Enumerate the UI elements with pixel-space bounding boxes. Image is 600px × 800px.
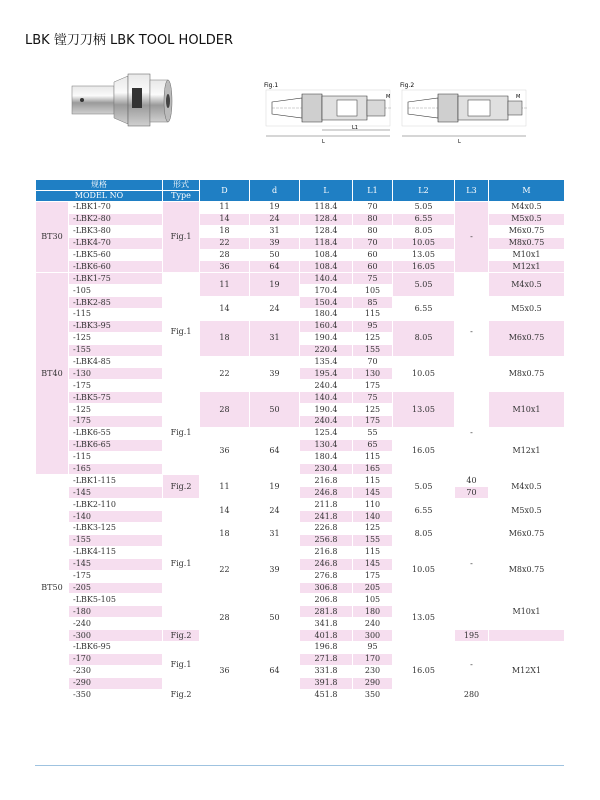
table-cell: M6x0.75	[489, 320, 565, 356]
table-cell: Fig.2	[163, 689, 200, 701]
table-cell: 36	[200, 641, 250, 700]
table-cell: 8.05	[393, 320, 455, 356]
table-cell: 230.4	[300, 463, 353, 475]
table-cell: 118.4	[300, 202, 353, 214]
table-cell: 160.4	[300, 320, 353, 332]
model-cell: -165	[69, 463, 163, 475]
model-cell: -105	[69, 285, 163, 297]
table-cell: 22	[200, 546, 250, 594]
table-cell: 70	[353, 356, 393, 368]
model-cell: -LBK3-125	[69, 523, 163, 535]
table-cell: 216.8	[300, 475, 353, 487]
table-cell: 140.4	[300, 392, 353, 404]
table-cell: 19	[250, 273, 300, 297]
model-cell: -155	[69, 344, 163, 356]
table-cell: 31	[250, 225, 300, 237]
table-cell: M6x0.75	[489, 523, 565, 547]
fig2-drawing	[398, 78, 533, 148]
table-cell: 5.05	[393, 202, 455, 214]
model-cell: -145	[69, 558, 163, 570]
table-cell: 341.8	[300, 618, 353, 630]
model-cell: -140	[69, 511, 163, 523]
table-cell: -	[455, 202, 489, 273]
model-cell: -LBK3-95	[69, 320, 163, 332]
table-cell: 39	[250, 237, 300, 249]
model-cell: -175	[69, 416, 163, 428]
table-cell: 13.05	[393, 392, 455, 428]
table-cell: M8x0.75	[489, 356, 565, 392]
svg-text:M: M	[516, 94, 521, 100]
table-cell: 85	[353, 297, 393, 309]
table-cell: 240.4	[300, 380, 353, 392]
header-D: D	[200, 180, 250, 202]
table-cell: 19	[250, 475, 300, 499]
table-cell: 75	[353, 392, 393, 404]
table-cell: 55	[353, 427, 393, 439]
table-cell: 175	[353, 570, 393, 582]
fig1-drawing	[262, 78, 397, 148]
model-cell: -LBK6-65	[69, 439, 163, 451]
table-cell: 451.8	[300, 689, 353, 701]
model-cell: -125	[69, 404, 163, 416]
table-cell: 80	[353, 225, 393, 237]
table-cell: 175	[353, 416, 393, 428]
table-cell: M8x0.75	[489, 546, 565, 594]
model-cell: -205	[69, 582, 163, 594]
table-cell: 39	[250, 546, 300, 594]
table-cell: 125	[353, 404, 393, 416]
model-cell: -LBK6-95	[69, 641, 163, 653]
model-cell: -LBK6-60	[69, 261, 163, 273]
table-cell: 196.8	[300, 641, 353, 653]
table-cell: 125	[353, 523, 393, 535]
table-cell: 205	[353, 582, 393, 594]
table-cell: 95	[353, 320, 393, 332]
table-cell: 281.8	[300, 606, 353, 618]
table-cell: 60	[353, 249, 393, 261]
table-cell: 246.8	[300, 487, 353, 499]
header-model-en: MODEL NO	[36, 191, 163, 202]
table-cell: 64	[250, 261, 300, 273]
table-cell: 64	[250, 641, 300, 700]
model-cell: -LBK5-60	[69, 249, 163, 261]
table-cell: 150.4	[300, 297, 353, 309]
model-cell: -LBK4-115	[69, 546, 163, 558]
group-label: BT50	[36, 475, 69, 701]
table-cell: 280	[455, 689, 489, 701]
table-cell: 115	[353, 475, 393, 487]
table-cell: 11	[200, 202, 250, 214]
table-cell: M10x1	[489, 249, 565, 261]
table-cell: 391.8	[300, 677, 353, 689]
fig1-label: Fig.1	[264, 82, 279, 89]
table-row	[36, 499, 565, 511]
header-d: d	[250, 180, 300, 202]
table-cell: Fig.1	[163, 202, 200, 273]
table-cell: 64	[250, 427, 300, 475]
table-cell: 24	[250, 297, 300, 321]
model-cell: -LBK1-115	[69, 475, 163, 487]
spec-table	[35, 179, 565, 701]
model-cell: -240	[69, 618, 163, 630]
table-cell: 220.4	[300, 344, 353, 356]
table-cell: 50	[250, 392, 300, 428]
model-cell: -115	[69, 309, 163, 321]
table-cell: 10.05	[393, 237, 455, 249]
table-cell: 170.4	[300, 285, 353, 297]
table-cell: 241.8	[300, 511, 353, 523]
table-cell: M4x0.5	[489, 475, 565, 499]
table-cell: 22	[200, 356, 250, 392]
table-cell: 24	[250, 499, 300, 523]
table-cell: 70	[353, 237, 393, 249]
table-cell: 16.05	[393, 427, 455, 475]
table-cell: M5x0.5	[489, 213, 565, 225]
table-cell: 290	[353, 677, 393, 689]
model-cell: -LBK2-80	[69, 213, 163, 225]
table-cell: 5.05	[393, 273, 455, 297]
table-cell: -	[455, 392, 489, 475]
table-row	[36, 689, 565, 701]
model-cell: -LBK2-110	[69, 499, 163, 511]
table-cell: 128.4	[300, 213, 353, 225]
table-cell: 130	[353, 368, 393, 380]
table-cell: 155	[353, 344, 393, 356]
table-cell: M12x1	[489, 261, 565, 273]
table-cell: M10x1	[489, 594, 565, 630]
table-cell: 108.4	[300, 261, 353, 273]
table-cell: 39	[250, 356, 300, 392]
table-cell: 155	[353, 534, 393, 546]
table-cell: 70	[353, 202, 393, 214]
table-cell: 125	[353, 332, 393, 344]
table-cell: 6.55	[393, 297, 455, 321]
table-row	[36, 392, 565, 404]
table-cell: M6x0.75	[489, 225, 565, 237]
table-cell: 190.4	[300, 404, 353, 416]
table-cell: 195.4	[300, 368, 353, 380]
table-cell: Fig.1	[163, 392, 200, 475]
table-cell: 6.55	[393, 499, 455, 523]
table-cell: 271.8	[300, 653, 353, 665]
table-cell: 140.4	[300, 273, 353, 285]
table-cell: 350	[353, 689, 393, 701]
table-cell: 175	[353, 380, 393, 392]
table-cell: 300	[353, 630, 393, 642]
header-type-cn: 形式	[163, 180, 200, 191]
table-cell: 165	[353, 463, 393, 475]
table-cell: 115	[353, 309, 393, 321]
table-cell: 206.8	[300, 594, 353, 606]
table-cell: 18	[200, 225, 250, 237]
table-row	[36, 202, 565, 214]
fig2-label: Fig.2	[400, 82, 415, 89]
table-cell	[489, 630, 565, 642]
table-cell: 14	[200, 499, 250, 523]
model-cell: -300	[69, 630, 163, 642]
model-cell: -175	[69, 380, 163, 392]
table-cell: 50	[250, 249, 300, 261]
table-cell: 50	[250, 594, 300, 642]
table-row	[36, 641, 565, 653]
table-cell: 11	[200, 475, 250, 499]
model-cell: -LBK5-75	[69, 392, 163, 404]
model-cell: -230	[69, 665, 163, 677]
table-cell: 31	[250, 320, 300, 356]
table-cell: 13.05	[393, 594, 455, 642]
svg-text:L: L	[458, 139, 461, 145]
header-L2: L2	[393, 180, 455, 202]
table-cell: 24	[250, 213, 300, 225]
header-model-cn: 规格	[36, 180, 163, 191]
table-cell: M12X1	[489, 641, 565, 700]
table-cell: 80	[353, 213, 393, 225]
svg-text:M: M	[386, 94, 391, 100]
table-cell: 11	[200, 273, 250, 297]
table-cell: 170	[353, 653, 393, 665]
table-cell: 16.05	[393, 641, 455, 700]
table-cell: 306.8	[300, 582, 353, 594]
table-cell: -	[455, 499, 489, 630]
model-cell: -LBK5-105	[69, 594, 163, 606]
table-cell: 22	[200, 237, 250, 249]
table-cell: Fig.1	[163, 273, 200, 392]
model-cell: -115	[69, 451, 163, 463]
model-cell: -350	[69, 689, 163, 701]
table-cell: 216.8	[300, 546, 353, 558]
model-cell: -170	[69, 653, 163, 665]
header-L3: L3	[455, 180, 489, 202]
header-type-en: Type	[163, 191, 200, 202]
table-cell: 401.8	[300, 630, 353, 642]
model-cell: -145	[69, 487, 163, 499]
table-cell: 190.4	[300, 332, 353, 344]
table-cell: 256.8	[300, 534, 353, 546]
bottom-rule	[35, 765, 564, 766]
table-cell: 180.4	[300, 309, 353, 321]
table-cell: M5x0.5	[489, 499, 565, 523]
table-cell: Fig.2	[163, 630, 200, 642]
model-cell: -LBK1-70	[69, 202, 163, 214]
table-cell: 18	[200, 523, 250, 547]
table-cell: 13.05	[393, 249, 455, 261]
model-cell: -130	[69, 368, 163, 380]
table-cell: Fig.1	[163, 499, 200, 630]
table-cell: 135.4	[300, 356, 353, 368]
svg-text:L1: L1	[352, 125, 358, 131]
tool-holder-photo	[68, 62, 178, 152]
model-cell: -LBK4-70	[69, 237, 163, 249]
model-cell: -125	[69, 332, 163, 344]
model-cell: -LBK6-55	[69, 427, 163, 439]
table-row	[36, 630, 565, 642]
table-cell: 115	[353, 546, 393, 558]
table-cell: Fig.1	[163, 641, 200, 689]
header-L: L	[300, 180, 353, 202]
table-cell: 145	[353, 487, 393, 499]
table-cell: 195	[455, 630, 489, 642]
table-cell: 19	[250, 202, 300, 214]
table-cell: 70	[455, 487, 489, 499]
table-cell: 130.4	[300, 439, 353, 451]
table-cell: 16.05	[393, 261, 455, 273]
table-cell: 14	[200, 297, 250, 321]
table-cell: 5.05	[393, 475, 455, 499]
table-cell: 115	[353, 451, 393, 463]
table-cell: 105	[353, 594, 393, 606]
table-cell: M10x1	[489, 392, 565, 428]
table-cell: 240.4	[300, 416, 353, 428]
table-cell: -	[455, 273, 489, 392]
table-cell: 118.4	[300, 237, 353, 249]
model-cell: -LBK1-75	[69, 273, 163, 285]
table-cell: 75	[353, 273, 393, 285]
table-cell: 180.4	[300, 451, 353, 463]
table-cell: 246.8	[300, 558, 353, 570]
table-cell: 10.05	[393, 356, 455, 392]
table-cell: 125.4	[300, 427, 353, 439]
table-cell: 40	[455, 475, 489, 487]
model-cell: -LBK4-85	[69, 356, 163, 368]
svg-text:L: L	[322, 139, 325, 145]
table-cell: 8.05	[393, 225, 455, 237]
table-cell: 230	[353, 665, 393, 677]
table-cell: 140	[353, 511, 393, 523]
page-title: LBK 镗刀刀柄 LBK TOOL HOLDER	[25, 33, 234, 48]
table-cell: 28	[200, 594, 250, 642]
table-row	[36, 475, 565, 487]
table-cell: 128.4	[300, 225, 353, 237]
table-cell: 28	[200, 249, 250, 261]
table-cell: 226.8	[300, 523, 353, 535]
table-cell: 28	[200, 392, 250, 428]
table-cell: 6.55	[393, 213, 455, 225]
table-cell: 105	[353, 285, 393, 297]
table-cell: 18	[200, 320, 250, 356]
table-cell: Fig.2	[163, 475, 200, 499]
table-cell: 95	[353, 641, 393, 653]
table-cell: 14	[200, 213, 250, 225]
table-cell: 108.4	[300, 249, 353, 261]
table-row	[36, 273, 565, 285]
group-label: BT40	[36, 273, 69, 475]
table-cell: 36	[200, 427, 250, 475]
group-label: BT30	[36, 202, 69, 273]
model-cell: -180	[69, 606, 163, 618]
header-L1: L1	[353, 180, 393, 202]
table-cell: -	[455, 641, 489, 689]
table-cell: M8x0.75	[489, 237, 565, 249]
table-cell: 240	[353, 618, 393, 630]
table-cell: M5x0.5	[489, 297, 565, 321]
table-cell: 110	[353, 499, 393, 511]
model-cell: -155	[69, 534, 163, 546]
table-cell: 8.05	[393, 523, 455, 547]
table-cell: 145	[353, 558, 393, 570]
table-cell: M12x1	[489, 427, 565, 475]
model-cell: -LBK2-85	[69, 297, 163, 309]
model-cell: -175	[69, 570, 163, 582]
model-cell: -290	[69, 677, 163, 689]
table-cell: M4x0.5	[489, 273, 565, 297]
table-cell: 65	[353, 439, 393, 451]
table-cell: 331.8	[300, 665, 353, 677]
table-cell: 36	[200, 261, 250, 273]
table-cell: 180	[353, 606, 393, 618]
table-cell: 60	[353, 261, 393, 273]
header-M: M	[489, 180, 565, 202]
table-cell: 10.05	[393, 546, 455, 594]
model-cell: -LBK3-80	[69, 225, 163, 237]
table-cell: 276.8	[300, 570, 353, 582]
table-row	[36, 487, 565, 499]
table-cell: 211.8	[300, 499, 353, 511]
table-cell: 31	[250, 523, 300, 547]
table-cell: M4x0.5	[489, 202, 565, 214]
